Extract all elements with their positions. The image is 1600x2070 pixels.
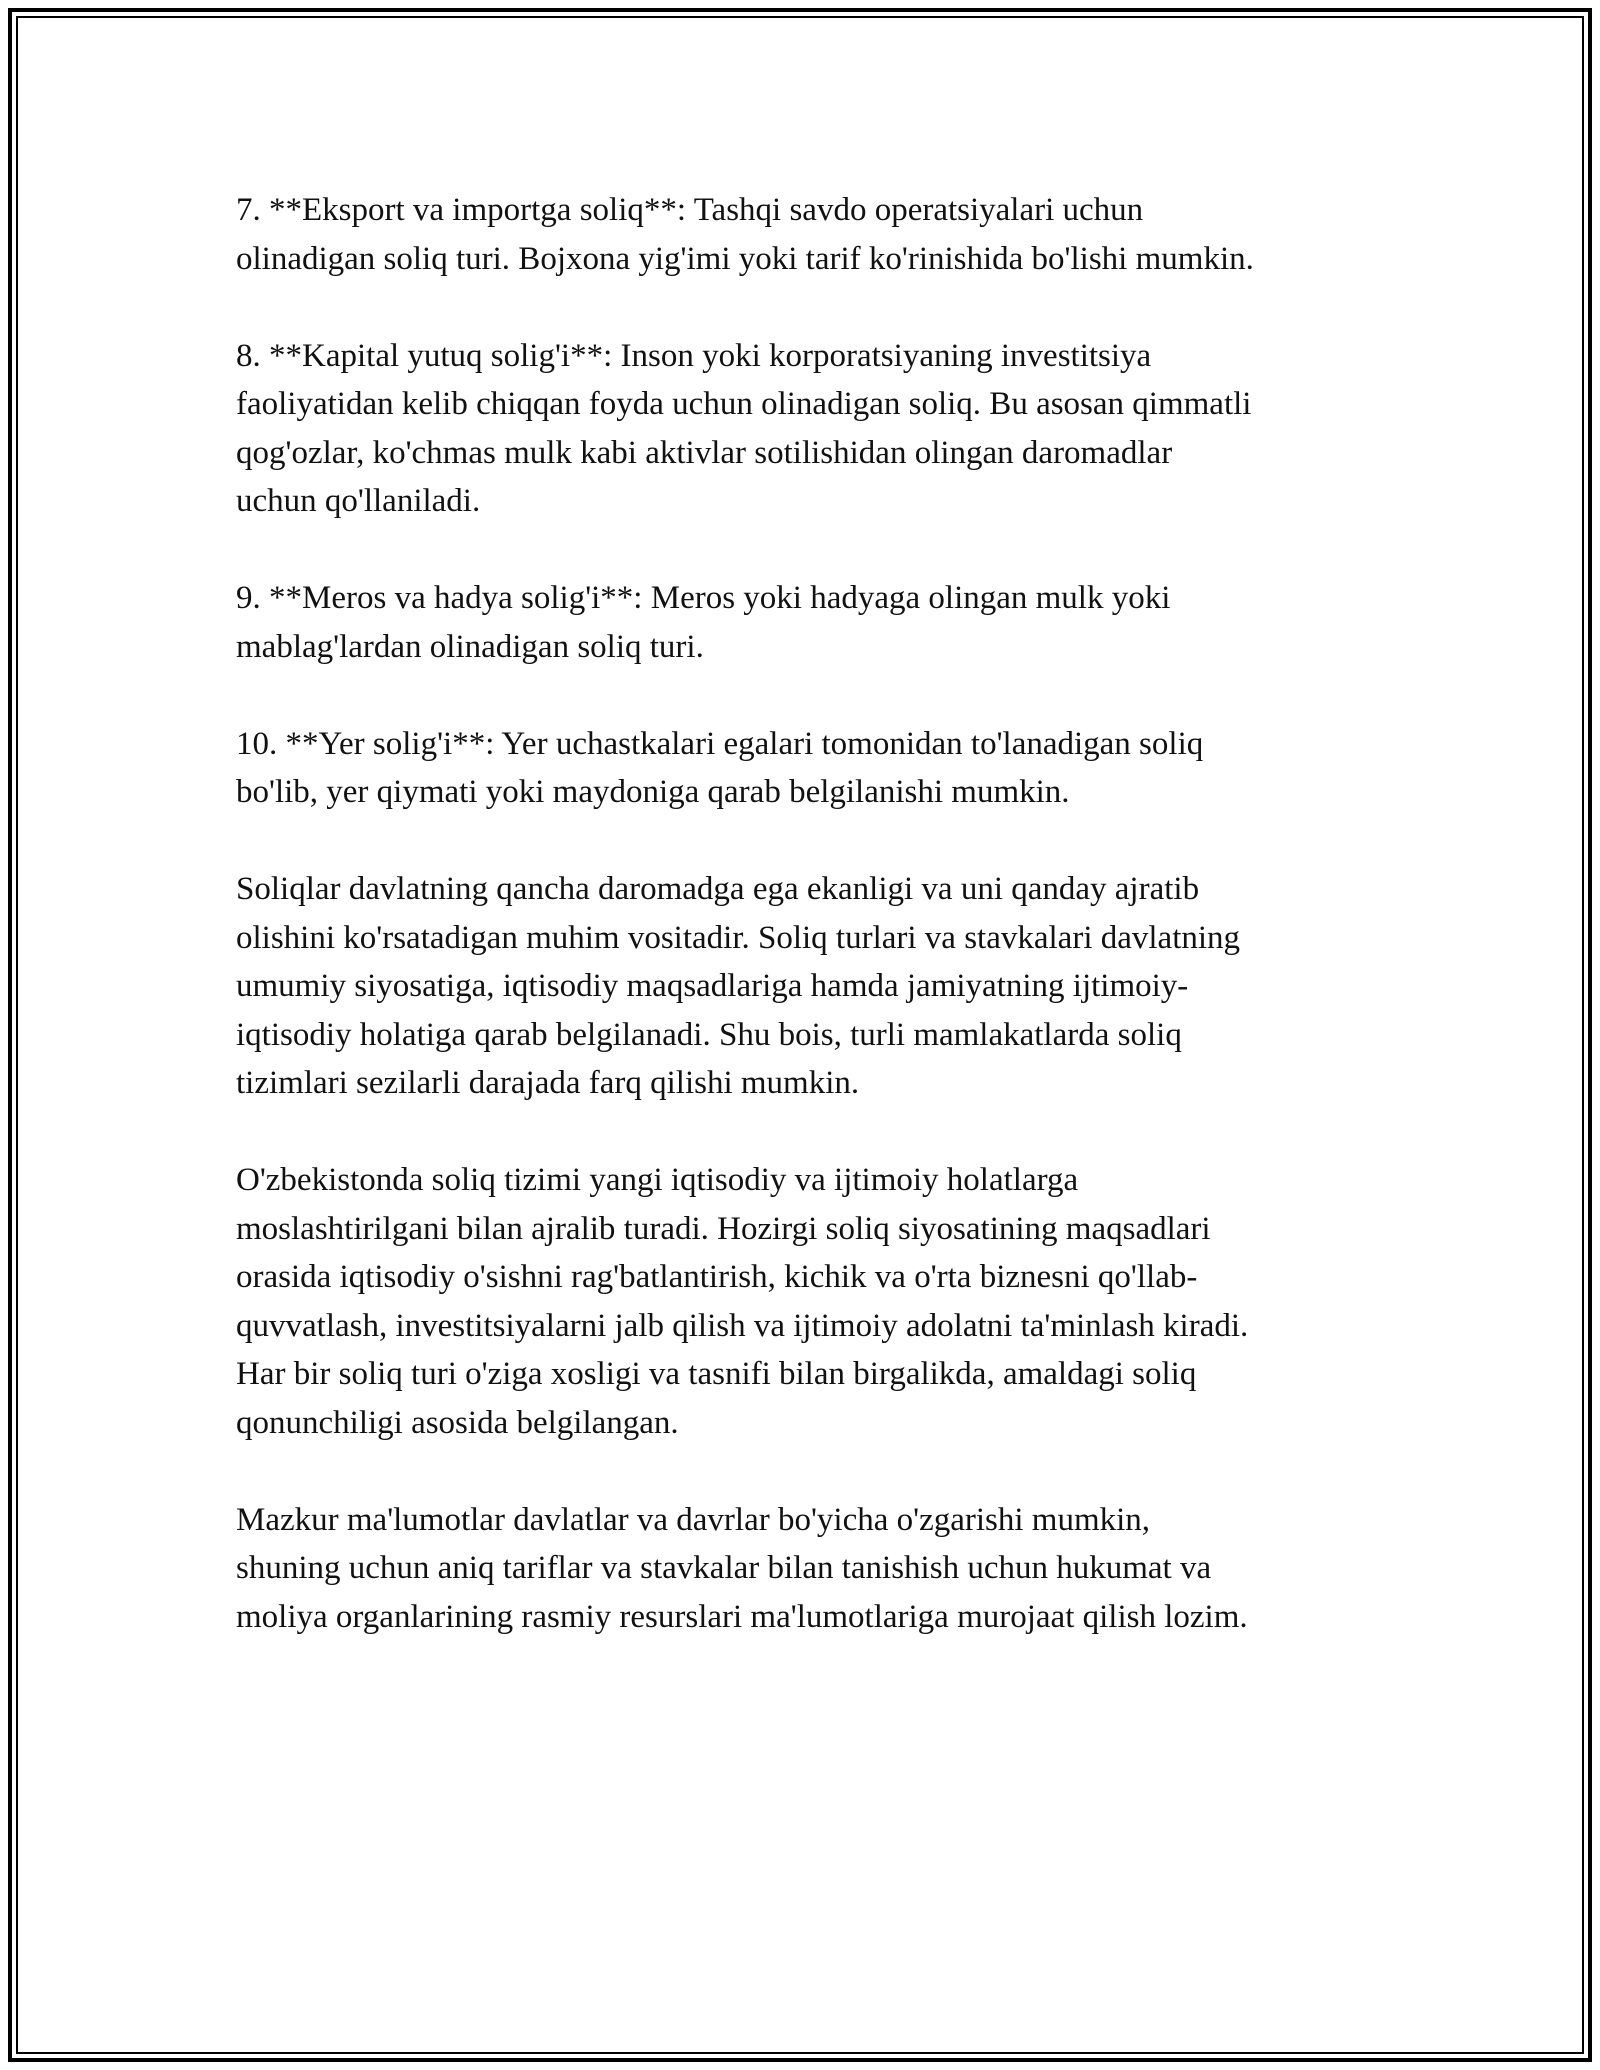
paragraph-inheritance-gift-tax: 9. **Meros va hadya solig'i**: Meros yoki hadyaga olingan mulk yoki mablag'lardan olinadigan soliq turi. [236, 580, 1171, 665]
document-body [236, 186, 1386, 1690]
paragraph-land-tax: 10. **Yer solig'i**: Yer uchastkalari egalari tomonidan to'lanadigan soliq bo'lib, yer qiymati yoki maydoniga qarab belgilanishi mumkin. [236, 725, 1204, 810]
paragraph-closing-note: Mazkur ma'lumotlar davlatlar va davrlar bo'yicha o'zgarishi mumkin, shuning uchun aniq tariflar va stavkalar bilan tanishish uchun hukumat va moliya organlarining rasmiy resurslari ma'lumotlariga murojaat qilish lozim. [236, 1501, 1248, 1635]
paragraph-capital-gains-tax: 8. **Kapital yutuq solig'i**: Inson yoki korporatsiyaning investitsiya faoliyatidan kelib chiqqan foyda uchun olinadigan soliq. Bu asosan qimmatli qog'ozlar, ko'chmas mulk kabi aktivlar sotilishidan olingan daromadlar uchun qo'llaniladi. [236, 337, 1252, 519]
paragraph-export-import-tax: 7. **Eksport va importga soliq**: Tashqi savdo operatsiyalari uchun olinadigan soliq turi. Bojxona yig'imi yoki tarif ko'rinishida bo'lishi mumkin. [236, 192, 1254, 277]
paragraph-uzbekistan-tax-system: O'zbekistonda soliq tizimi yangi iqtisodiy va ijtimoiy holatlarga moslashtirilgani bilan ajralib turadi. Hozirgi soliq siyosatining maqsadlari orasida iqtisodiy o'sishni rag'batlantirish, kichik va o'rta biznesni qo'llab- quvvatlash, investitsiyalarni jalb qilish va ijtimoiy adolatni ta'minlash kiradi. Har bir soliq turi o'ziga xosligi va tasnifi bilan birgalikda, amaldagi soliq qonunchiligi asosida belgilangan. [236, 1162, 1249, 1441]
paragraph-taxes-overview: Soliqlar davlatning qancha daromadga ega ekanligi va uni qanday ajratib olishini ko'rsatadigan muhim vositadir. Soliq turlari va stavkalari davlatning umumiy siyosatiga, iqtisodiy maqsadlariga hamda jamiyatning ijtimoiy- iqtisodiy holatiga qarab belgilanadi. Shu bois, turli mamlakatlarda soliq tizimlari sezilarli darajada farq qilishi mumkin. [236, 871, 1241, 1101]
